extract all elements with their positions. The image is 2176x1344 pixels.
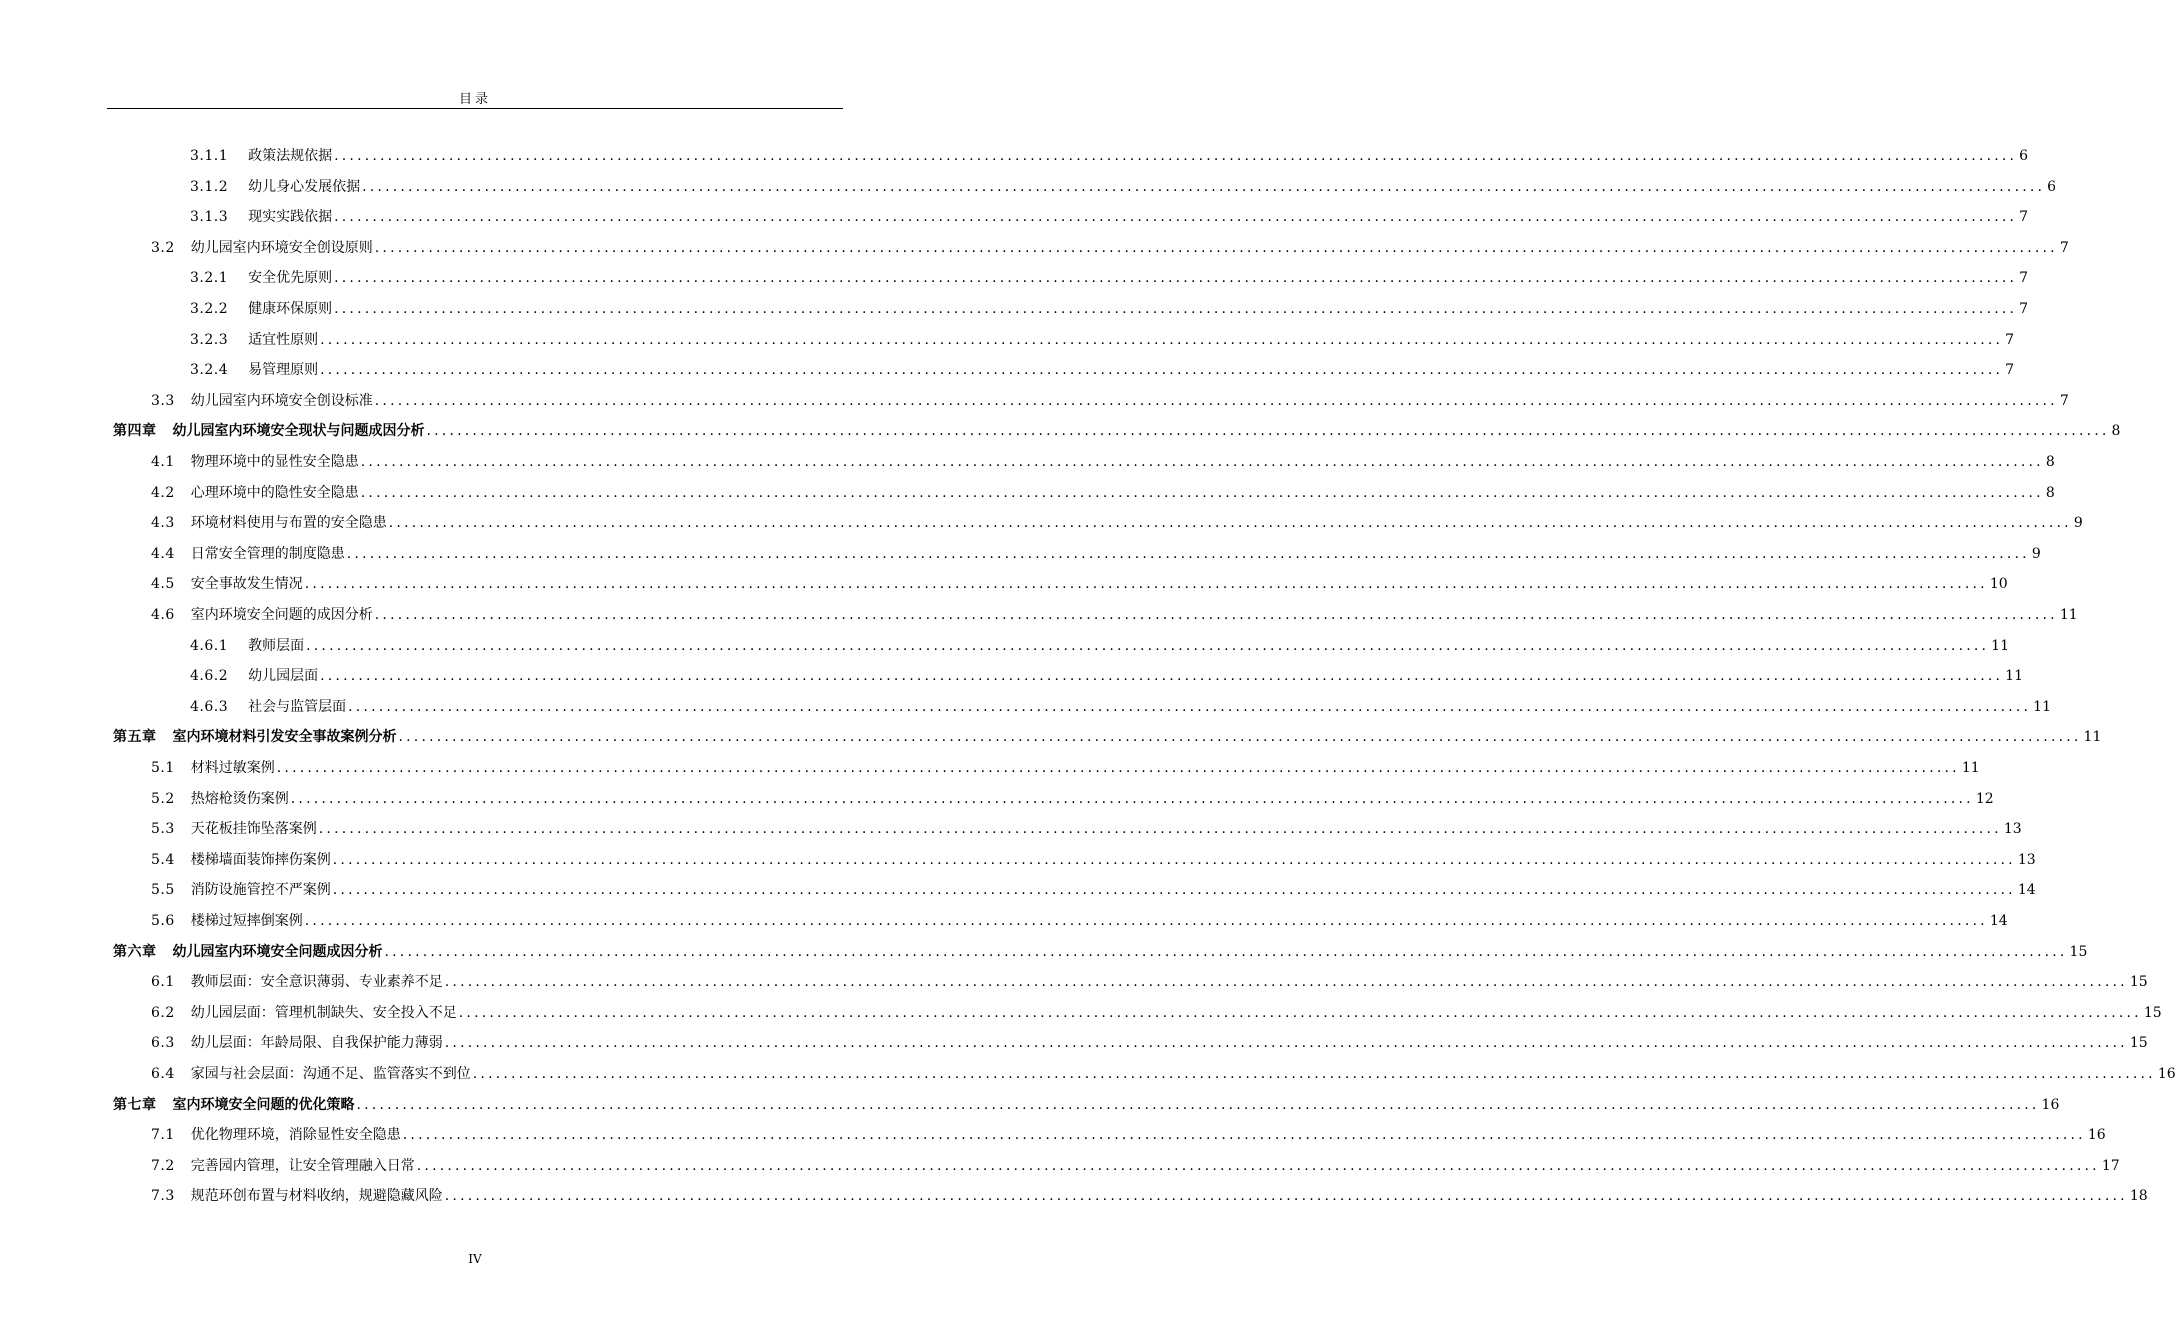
toc-entry[interactable] (151, 962, 2148, 992)
toc-leader-dots: ............................................................................................................................................................................................................................ (402, 1127, 2086, 1144)
toc-entry-title: 室内环境材料引发安全事故案例分析 (172, 729, 397, 746)
toc-entry-title: 楼梯墙面装饰摔伤案例 (190, 851, 331, 868)
toc-entry[interactable] (151, 993, 2162, 1023)
toc-entry-page: 15 (2129, 1035, 2148, 1052)
toc-entry[interactable] (151, 1054, 2176, 1084)
toc-entry-number: 7.3 (151, 1188, 175, 1205)
toc-leader-dots: ............................................................................................................................................................................................................................ (360, 454, 2044, 470)
toc-entry-number: 6.1 (151, 974, 175, 991)
toc-entry-page: 12 (1975, 790, 1994, 807)
toc-entry[interactable] (113, 1085, 2060, 1115)
toc-entry-page: 15 (2143, 1004, 2162, 1021)
toc-entry[interactable] (190, 350, 2015, 380)
toc-entry-number: 3.3 (151, 392, 175, 409)
toc-entry-page: 15 (2069, 943, 2088, 960)
toc-entry[interactable] (151, 442, 2055, 472)
toc-entry[interactable] (151, 534, 2041, 564)
toc-entry[interactable] (151, 748, 1980, 778)
toc-leader-dots: ............................................................................................................................................................................................................................ (348, 698, 2032, 715)
toc-leader-dots: ............................................................................................................................................................................................................................ (332, 851, 2016, 868)
toc-entry[interactable] (151, 779, 1994, 809)
header-rule (107, 108, 843, 109)
toc-entry-title: 家园与社会层面：沟通不足、监管落实不到位 (190, 1066, 471, 1082)
toc-entry-page: 7 (2005, 362, 2015, 379)
toc-entry[interactable] (151, 595, 2078, 625)
toc-leader-dots: ............................................................................................................................................................................................................................ (306, 637, 1990, 654)
toc-entry[interactable] (151, 1115, 2106, 1145)
toc-entry-number: 5.2 (151, 790, 175, 807)
toc-entry-page: 7 (2019, 209, 2029, 226)
toc-entry[interactable] (151, 473, 2055, 503)
toc-entry-title: 安全事故发生情况 (190, 576, 303, 593)
toc-entry-number: 4.6.1 (190, 637, 229, 654)
toc-entry-page: 10 (1989, 576, 2008, 593)
toc-leader-dots: ............................................................................................................................................................................................................................ (290, 790, 1974, 807)
toc-leader-dots: ............................................................................................................................................................................................................................ (356, 1096, 2040, 1113)
toc-entry-title: 幼儿层面：年龄局限、自我保护能力薄弱 (190, 1035, 443, 1052)
toc-entry-title: 室内环境安全问题的优化策略 (172, 1096, 355, 1113)
toc-entry-number: 4.2 (151, 484, 175, 501)
toc-entry[interactable] (151, 1023, 2148, 1053)
toc-leader-dots: ............................................................................................................................................................................................................................ (318, 821, 2002, 838)
toc-entry-page: 13 (2017, 851, 2036, 868)
toc-entry-title: 热熔枪烫伤案例 (190, 790, 289, 807)
toc-leader-dots: ............................................................................................................................................................................................................................ (304, 576, 1988, 593)
toc-entry-number: 3.2.3 (190, 331, 229, 348)
toc-leader-dots: ............................................................................................................................................................................................................................ (444, 1035, 2128, 1052)
toc-entry-title: 安全优先原则 (248, 270, 333, 287)
toc-leader-dots: ............................................................................................................................................................................................................................ (276, 760, 1960, 776)
toc-entry-title: 幼儿身心发展依据 (248, 178, 361, 195)
toc-entry[interactable] (151, 1146, 2120, 1176)
toc-entry-page: 16 (2087, 1127, 2106, 1144)
toc-entry-number: 第五章 (113, 729, 157, 746)
toc-leader-dots: ............................................................................................................................................................................................................................ (384, 943, 2068, 960)
toc-entry-page: 8 (2111, 423, 2121, 440)
toc-entry[interactable] (151, 564, 2008, 594)
toc-entry-title: 日常安全管理的制度隐患 (190, 545, 345, 562)
toc-entry-number: 5.3 (151, 821, 175, 838)
toc-leader-dots: ............................................................................................................................................................................................................................ (398, 729, 2082, 746)
toc-entry-page: 9 (2073, 515, 2083, 532)
toc-entry-title: 现实实践依据 (248, 209, 333, 226)
toc-entry-number: 6.4 (151, 1066, 175, 1082)
toc-leader-dots: ............................................................................................................................................................................................................................ (334, 148, 2018, 164)
toc-entry-title: 材料过敏案例 (190, 760, 275, 776)
toc-entry-page: 18 (2129, 1188, 2148, 1205)
toc-entry-page: 7 (2005, 331, 2015, 348)
toc-leader-dots: ............................................................................................................................................................................................................................ (304, 913, 1988, 929)
toc-entry-number: 5.6 (151, 913, 175, 929)
toc-entry-title: 幼儿园层面 (248, 668, 319, 685)
toc-entry[interactable] (151, 503, 2083, 533)
toc-entry-number: 3.2.4 (190, 362, 229, 379)
toc-entry-number: 4.5 (151, 576, 175, 593)
toc-entry-title: 教师层面 (248, 637, 305, 654)
toc-leader-dots: ............................................................................................................................................................................................................................ (332, 882, 2016, 899)
toc-entry-page: 15 (2129, 974, 2148, 991)
toc-entry[interactable] (151, 809, 2022, 839)
toc-entry-page: 14 (1989, 913, 2008, 929)
toc-entry[interactable] (113, 411, 2121, 441)
toc-leader-dots: ............................................................................................................................................................................................................................ (374, 239, 2058, 256)
toc-entry-number: 4.4 (151, 545, 175, 562)
toc-entry-page: 11 (2083, 729, 2102, 746)
toc-entry-page: 16 (2041, 1096, 2060, 1113)
toc-entry-title: 幼儿园层面：管理机制缺失、安全投入不足 (190, 1004, 457, 1021)
toc-entry-title: 物理环境中的显性安全隐患 (190, 454, 359, 470)
toc-leader-dots: ............................................................................................................................................................................................................................ (320, 668, 2004, 685)
toc-entry[interactable] (151, 840, 2036, 870)
toc-entry-number: 6.2 (151, 1004, 175, 1021)
toc-entry-number: 3.2 (151, 239, 175, 256)
page-number: IV (468, 1252, 482, 1266)
toc-entry-number: 3.1.1 (190, 148, 229, 164)
toc-entry-title: 规范环创布置与材料收纳，规避隐藏风险 (190, 1188, 443, 1205)
toc-entry-number: 7.1 (151, 1127, 175, 1144)
toc-entry-title: 天花板挂饰坠落案例 (190, 821, 317, 838)
toc-entry-title: 完善园内管理，让安全管理融入日常 (190, 1157, 415, 1174)
toc-entry-page: 7 (2059, 239, 2069, 256)
toc-entry[interactable] (190, 197, 2029, 227)
toc-entry-page: 11 (1961, 760, 1980, 776)
toc-leader-dots: ............................................................................................................................................................................................................................ (360, 484, 2044, 501)
toc-entry[interactable] (190, 656, 2023, 686)
toc-entry-title: 幼儿园室内环境安全现状与问题成因分析 (172, 423, 425, 440)
toc-entry-number: 4.3 (151, 515, 175, 532)
toc-entry-page: 11 (2059, 607, 2078, 623)
toc-entry-page: 8 (2045, 454, 2055, 470)
toc-entry-page: 11 (2005, 668, 2023, 685)
toc-entry-title: 心理环境中的隐性安全隐患 (190, 484, 359, 501)
toc-entry[interactable] (113, 932, 2088, 962)
toc-entry[interactable] (151, 228, 2069, 258)
toc-leader-dots: ............................................................................................................................................................................................................................ (334, 301, 2018, 317)
toc-entry-title: 楼梯过短摔倒案例 (190, 913, 303, 929)
toc-entry-number: 3.2.2 (190, 301, 229, 317)
toc-entry-page: 7 (2019, 301, 2029, 317)
toc-entry-page: 7 (2059, 392, 2069, 409)
toc-entry-number: 6.3 (151, 1035, 175, 1052)
toc-leader-dots: ............................................................................................................................................................................................................................ (334, 270, 2018, 287)
toc-entry-number: 5.1 (151, 760, 175, 776)
toc-entry-number: 第四章 (113, 423, 157, 440)
toc-entry-title: 易管理原则 (248, 362, 319, 379)
toc-entry-number: 3.1.2 (190, 178, 229, 195)
page-header-title: 目录 (458, 92, 491, 107)
toc-entry-title: 教师层面：安全意识薄弱、专业素养不足 (190, 974, 443, 991)
toc-entry[interactable] (151, 381, 2069, 411)
toc-leader-dots: ............................................................................................................................................................................................................................ (458, 1004, 2142, 1021)
toc-entry-number: 5.5 (151, 882, 175, 899)
toc-leader-dots: ............................................................................................................................................................................................................................ (320, 331, 2004, 348)
toc-entry[interactable] (151, 1176, 2148, 1206)
toc-entry-page: 16 (2157, 1066, 2176, 1082)
toc-entry-page: 17 (2101, 1157, 2120, 1174)
toc-entry[interactable] (190, 687, 2051, 717)
toc-entry-number: 第七章 (113, 1096, 157, 1113)
toc-entry-page: 14 (2017, 882, 2036, 899)
toc-entry-title: 消防设施管控不严案例 (190, 882, 331, 899)
toc-entry-number: 4.1 (151, 454, 175, 470)
toc-leader-dots: ............................................................................................................................................................................................................................ (444, 1188, 2128, 1205)
toc-entry-number: 4.6.2 (190, 668, 229, 685)
toc-entry[interactable] (113, 717, 2102, 747)
toc-entry-page: 11 (1991, 637, 2009, 654)
toc-entry-title: 幼儿园室内环境安全创设标准 (190, 392, 373, 409)
toc-entry[interactable] (190, 136, 2029, 166)
toc-entry-page: 6 (2019, 148, 2029, 164)
toc-entry[interactable] (151, 901, 2008, 931)
toc-leader-dots: ............................................................................................................................................................................................................................ (374, 607, 2058, 623)
toc-entry[interactable] (190, 289, 2029, 319)
toc-entry-title: 健康环保原则 (248, 301, 333, 317)
toc-entry-title: 环境材料使用与布置的安全隐患 (190, 515, 387, 532)
toc-leader-dots: ............................................................................................................................................................................................................................ (362, 178, 2046, 195)
toc-entry[interactable] (190, 320, 2015, 350)
toc-entry-number: 5.4 (151, 851, 175, 868)
toc-entry-number: 3.2.1 (190, 270, 229, 287)
toc-entry-page: 8 (2045, 484, 2055, 501)
toc-leader-dots: ............................................................................................................................................................................................................................ (374, 392, 2058, 409)
toc-entry-title: 幼儿园室内环境安全创设原则 (190, 239, 373, 256)
toc-entry-number: 第六章 (113, 943, 157, 960)
toc-entry[interactable] (151, 870, 2036, 900)
toc-entry[interactable] (190, 167, 2057, 197)
toc-entry[interactable] (190, 258, 2029, 288)
toc-leader-dots: ............................................................................................................................................................................................................................ (388, 515, 2072, 532)
toc-entry-number: 7.2 (151, 1157, 175, 1174)
toc-entry-number: 3.1.3 (190, 209, 229, 226)
toc-leader-dots: ............................................................................................................................................................................................................................ (472, 1066, 2156, 1082)
toc-leader-dots: ............................................................................................................................................................................................................................ (346, 545, 2030, 562)
toc-entry-page: 7 (2019, 270, 2029, 287)
toc-leader-dots: ............................................................................................................................................................................................................................ (334, 209, 2018, 226)
toc-entry-title: 社会与监管层面 (248, 698, 347, 715)
toc-entry-title: 适宜性原则 (248, 331, 319, 348)
toc-entry-title: 幼儿园室内环境安全问题成因分析 (172, 943, 383, 960)
toc-entry-page: 6 (2047, 178, 2057, 195)
toc-leader-dots: ............................................................................................................................................................................................................................ (426, 423, 2110, 440)
toc-entry-title: 室内环境安全问题的成因分析 (190, 607, 373, 623)
toc-entry-page: 13 (2003, 821, 2022, 838)
toc-leader-dots: ............................................................................................................................................................................................................................ (320, 362, 2004, 379)
toc-leader-dots: ............................................................................................................................................................................................................................ (416, 1157, 2100, 1174)
toc-entry-title: 政策法规依据 (248, 148, 333, 164)
toc-entry-title: 优化物理环境，消除显性安全隐患 (190, 1127, 401, 1144)
toc-entry-number: 4.6.3 (190, 698, 229, 715)
toc-entry-number: 4.6 (151, 607, 175, 623)
toc-leader-dots: ............................................................................................................................................................................................................................ (444, 974, 2128, 991)
toc-entry-page: 11 (2033, 698, 2051, 715)
toc-entry[interactable] (190, 626, 2009, 656)
toc-entry-page: 9 (2031, 545, 2041, 562)
